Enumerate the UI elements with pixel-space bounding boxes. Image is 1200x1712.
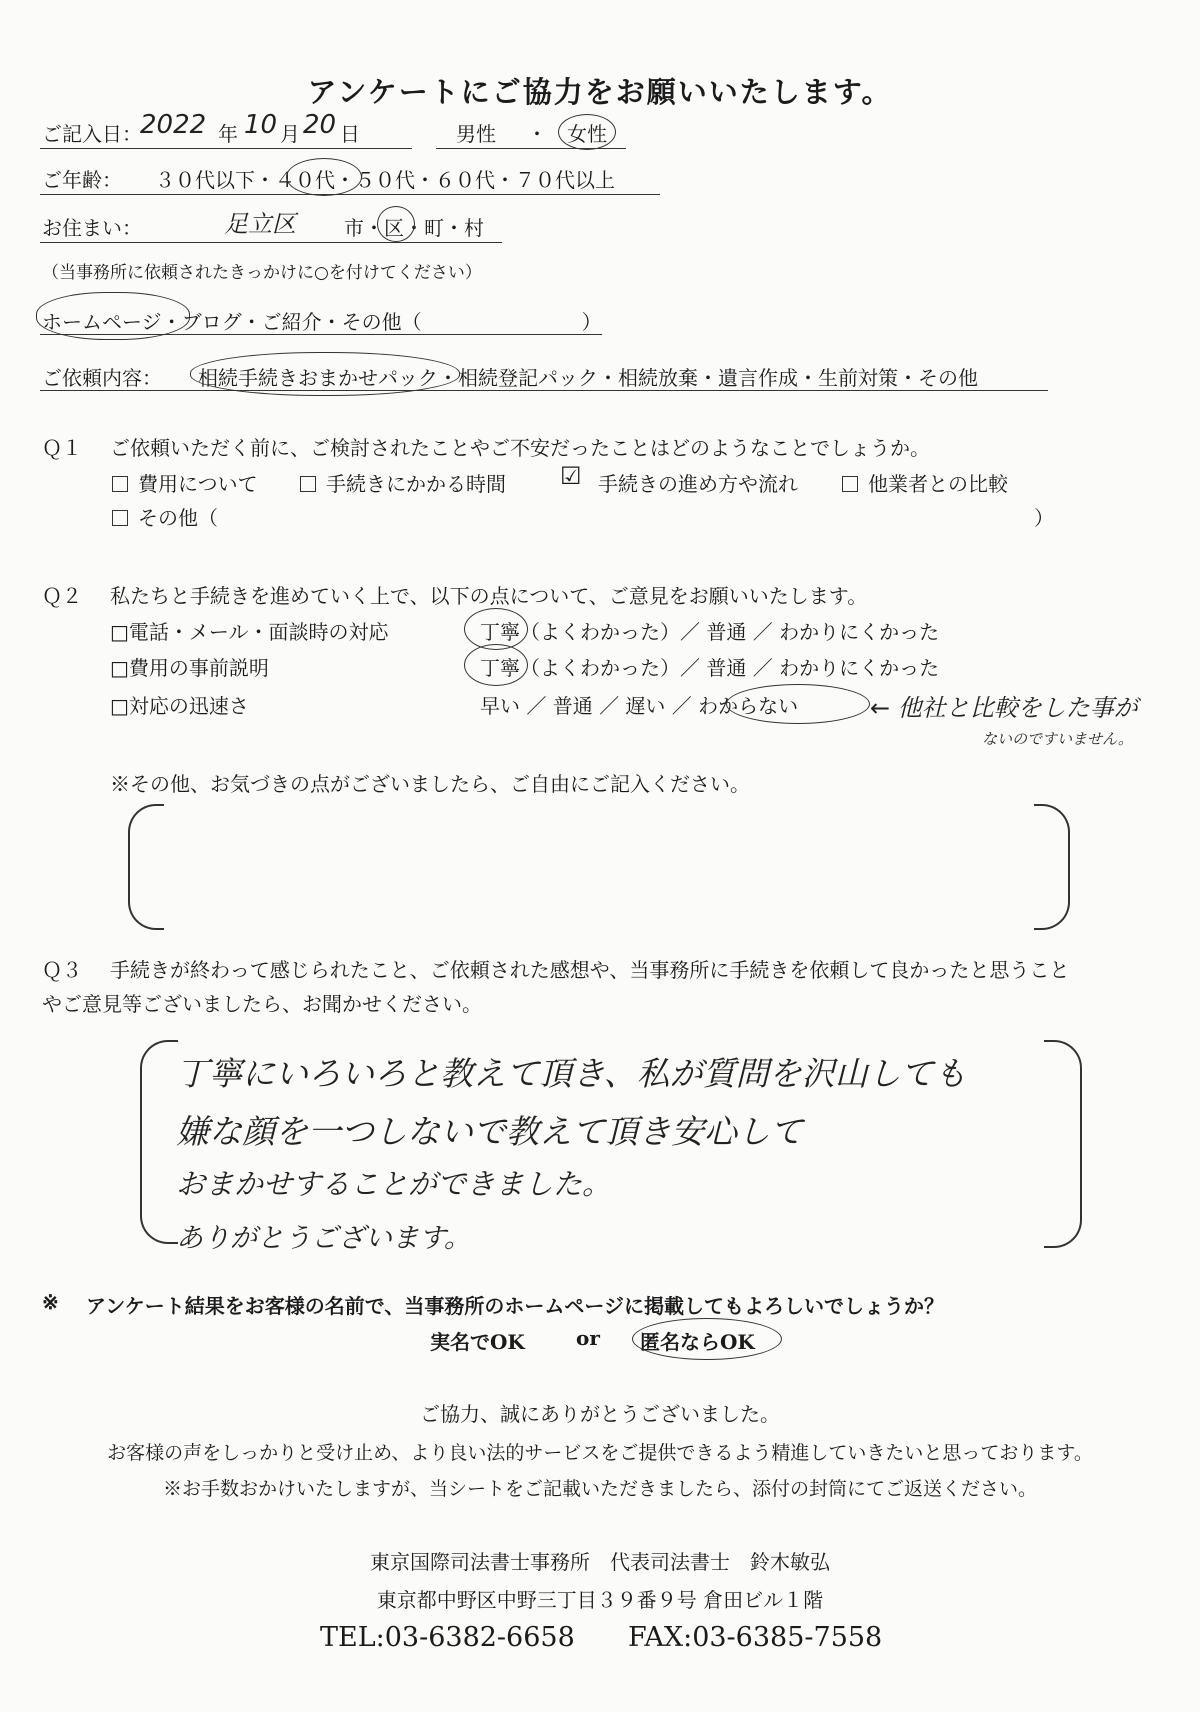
q2-other-prompt: ※その他、お気づきの点がございましたら、ご自由にご記入ください。: [110, 772, 750, 796]
reason-note: （当事務所に依頼されたきっかけに○を付けてください）: [42, 263, 482, 283]
q2-row3-comment-line1: ← 他社と比較をした事が: [870, 694, 1138, 722]
q1-text: ご依頼いただく前に、ご検討されたことやご不安だったことはどのようなことでしょうか。: [110, 436, 930, 460]
q2-row3-comment-line2: ないのですいません。: [982, 730, 1133, 748]
publish-mark: ※: [42, 1290, 59, 1314]
reason-options: ホームページ・ブログ・ご紹介・その他（ ）: [42, 310, 602, 334]
q1-number: Ｑ１: [42, 436, 82, 460]
office-name: 東京国際司法書士事務所 代表司法書士 鈴木敏弘: [370, 1550, 830, 1574]
q3-answer-box-left-bracket: [140, 1040, 178, 1244]
survey-title: アンケートにご協力をお願いいたします。: [307, 75, 893, 109]
gender-underline: [436, 148, 626, 149]
entry-date-label: ご記入日：: [42, 122, 142, 146]
q3-text-line1: 手続きが終わって感じられたこと、ご依頼された感想や、当事務所に手続きを依頼して良かったと思うこと: [110, 958, 1070, 982]
request-underline: [40, 390, 1048, 391]
closing-return-note: ※お手数おかけいたしますが、当シートをご記載いただきましたら、添付の封筒にてご返送ください。: [162, 1478, 1037, 1500]
gender-female: 女性: [567, 122, 607, 146]
q3-answer-line3: おまかせすることができました。: [176, 1167, 612, 1201]
closing-message: お客様の声をしっかりと受け止め、より良い法的サービスをご提供できるよう精進していきたいと思っております。: [107, 1442, 1093, 1464]
office-fax: FAX:03-6385-7558: [628, 1622, 883, 1653]
reason-underline: [40, 334, 602, 335]
entry-date-year: 2022: [140, 110, 207, 140]
gender-sep: ・: [527, 122, 547, 146]
q1-process-check-mark: ☑: [560, 462, 582, 490]
residence-options: 市・区・町・村: [344, 216, 484, 240]
entry-date-month: 10: [244, 110, 278, 140]
q1-cost-checkbox: [112, 476, 128, 492]
office-tel: TEL:03-6382-6658: [320, 1622, 575, 1653]
entry-date-day-unit: 日: [340, 122, 360, 146]
age-underline: [40, 194, 660, 195]
publish-real-name-ok: 実名でOK: [430, 1330, 525, 1354]
q2-comment-box-right-bracket: [1034, 804, 1070, 930]
entry-date-day: 20: [303, 110, 337, 140]
q1-option-other: [112, 502, 218, 531]
entry-date-month-unit: 月: [280, 122, 300, 146]
request-options: 相続手続きおまかせパック・相続登記パック・相続放棄・遺言作成・生前対策・その他: [198, 366, 978, 390]
q3-text-line2: やご意見等ございましたら、お聞かせください。: [42, 992, 482, 1016]
q3-number: Ｑ３: [42, 958, 82, 982]
gender-female-circle: [558, 114, 616, 150]
q2-row2-label: □費用の事前説明: [110, 656, 269, 680]
q2-row1-options: 丁寧（よくわかった）／ 普通 ／ わかりにくかった: [480, 620, 940, 644]
residence-ku-circle: [377, 206, 415, 242]
q2-row3-unknown-circle: [726, 684, 870, 724]
q1-compare-checkbox: [842, 476, 858, 492]
q1-other-checkbox: [112, 510, 128, 526]
age-40s-circle: [286, 158, 362, 196]
residence-value: 足立区: [224, 210, 296, 238]
publish-question: アンケート結果をお客様の名前で、当事務所のホームページに掲載してもよろしいでしょうか？: [86, 1294, 944, 1318]
q2-row3-options: 早い ／ 普通 ／ 遅い ／ わからない: [480, 694, 799, 718]
q1-time-label: 手続きにかかる時間: [326, 472, 506, 496]
office-address: 東京都中野区中野三丁目３９番９号 倉田ビル１階: [376, 1588, 824, 1612]
q2-row3-label: □対応の迅速さ: [110, 694, 249, 718]
publish-or: or: [576, 1326, 600, 1350]
request-label: ご依頼内容：: [42, 366, 162, 390]
q2-text: 私たちと手続きを進めていく上で、以下の点について、ご意見をお願いいたします。: [110, 584, 868, 608]
q3-answer-box-right-bracket: [1044, 1040, 1082, 1248]
q1-other-label: その他（: [138, 506, 218, 530]
q2-row2-teinei-circle: [464, 644, 528, 686]
q2-row1-label: □電話・メール・面談時の対応: [110, 620, 389, 644]
q1-option-compare: [842, 468, 1008, 497]
q2-comment-box-left-bracket: [128, 804, 164, 930]
q1-option-time: [300, 468, 506, 497]
closing-thanks: ご協力、誠にありがとうございました。: [420, 1402, 780, 1426]
age-label: ご年齢：: [42, 168, 122, 192]
residence-underline: [40, 242, 502, 243]
q3-answer-line2: 嫌な顔を一つしないで教えて頂き安心して: [176, 1112, 803, 1151]
q1-cost-label: 費用について: [138, 472, 258, 496]
entry-date-year-unit: 年: [218, 122, 238, 146]
entry-date-underline: [40, 148, 412, 149]
publish-anonymous-ok: 匿名ならOK: [640, 1330, 755, 1354]
q3-answer-line1: 丁寧にいろいろと教えて頂き、私が質問を沢山しても: [176, 1054, 967, 1093]
q1-option-process: 手続きの進め方や流れ: [598, 472, 798, 496]
q1-time-checkbox: [300, 476, 316, 492]
reason-homepage-circle: [36, 292, 190, 340]
q2-number: Ｑ２: [42, 584, 82, 608]
q1-other-close: ）: [1034, 506, 1054, 530]
q2-row2-options: 丁寧（よくわかった）／ 普通 ／ わかりにくかった: [480, 656, 940, 680]
age-options: ３０代以下・４０代・５０代・６０代・７０代以上: [155, 168, 615, 192]
q3-answer-line4: ありがとうございます。: [176, 1223, 471, 1254]
residence-label: お住まい：: [42, 216, 142, 240]
q1-option-cost: [112, 468, 258, 497]
q1-compare-label: 他業者との比較: [868, 472, 1008, 496]
publish-anonymous-circle: [632, 1318, 782, 1360]
gender-male: 男性: [456, 122, 496, 146]
